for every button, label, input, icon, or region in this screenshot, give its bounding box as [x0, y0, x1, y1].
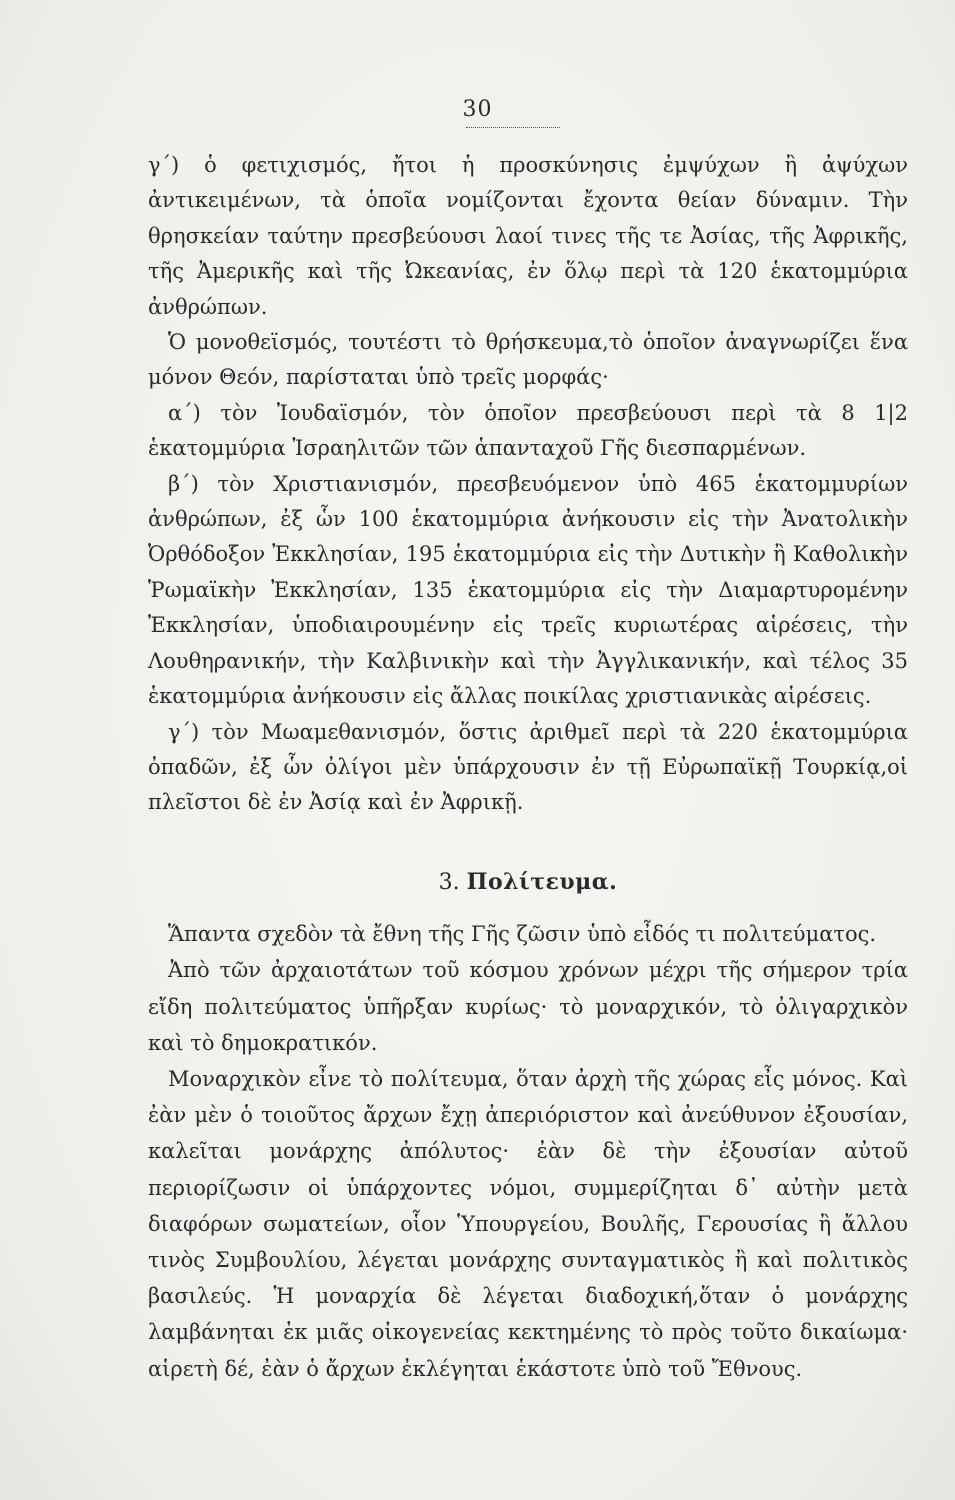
- paragraph-monarchy: Μοναρχικὸν εἶνε τὸ πολίτευμα, ὅταν ἀρχὴ τῆς χώρας εἶς μόνος. Καὶ ἐὰν μὲν ὁ τοιοῦτος ἄρχων ἔχῃ ἀπεριόριστον καὶ ἀνεύθυνον ἐξουσίαν, καλεῖται μονάρχης ἀπόλυτος· ἐὰν δὲ τὴν ἐξουσίαν αὐτοῦ περιορίζωσιν οἱ ὑπάρχοντες νόμοι, συμμερίζηται δ᾽ αὐτὴν μετὰ διαφόρων σωματείων, οἷον Ὑπουργείου, Βουλῆς, Γερουσίας ἢ ἄλλου τινὸς Συμβουλίου, λέγεται μονάρχης συνταγματικὸς ἢ καὶ πολιτικὸς βασιλεύς. Ἡ μοναρχία δὲ λέγεται διαδοχική,ὅταν ὁ μονάρχης λαμβάνηται ἐκ μιᾶς οἰκογενείας κεκτημένης τὸ πρὸς τοῦτο δικαίωμα· αἱρετὴ δέ, ἐὰν ὁ ἄρχων ἐκλέγηται ἑκάστοτε ὑπὸ τοῦ Ἔθνους.: [148, 1066, 908, 1381]
- page-body: [148, 148, 908, 1387]
- page-number: 30: [462, 97, 493, 122]
- paragraph-fetishism: γ΄) ὁ φετιχισμός, ἤτοι ἡ προσκύνησις ἐμψύχων ἢ ἀψύχων ἀντικειμένων, τὰ ὁποῖα νομίζονται ἔχοντα θείαν δύναμιν. Τὴν θρησκείαν ταύτην πρεσβεύουσι λαοί τινες τῆς τε Ἀσίας, τῆς Ἀφρικῆς, τῆς Ἀμερικῆς καὶ τῆς Ὠκεανίας, ἐν ὅλῳ περὶ τὰ 120 ἑκατομμύρια ἀνθρώπων.: [148, 153, 908, 319]
- section-body: [148, 916, 908, 1387]
- paragraph-islam: γ΄) τὸν Μωαμεθανισμόν, ὅστις ἀριθμεῖ περὶ τὰ 220 ἑκατομμύρια ὀπαδῶν, ἐξ ὧν ὀλίγοι μὲν ὑπάρχουσιν ἐν τῇ Εὐρωπαϊκῇ Τουρκίᾳ,οἱ πλεῖστοι δὲ ἐν Ἀσίᾳ καὶ ἐν Ἀφρικῇ.: [148, 719, 908, 815]
- paragraph-judaism: α΄) τὸν Ἰουδαϊσμόν, τὸν ὁποῖον πρεσβεύουσι περὶ τὰ 8 1|2 ἑκατομμύρια Ἰσραηλιτῶν τῶν ἁπανταχοῦ Γῆς διεσπαρμένων.: [148, 400, 908, 461]
- paragraph-monotheism: Ὁ μονοθεϊσμός, τουτέστι τὸ θρήσκευμα,τὸ ὁποῖον ἀναγνωρίζει ἕνα μόνον Θεόν, παρίσταται ὑπὸ τρεῖς μορφάς·: [148, 330, 908, 390]
- section-title: Πολίτευμα.: [466, 868, 618, 895]
- paragraph-all-nations: Ἅπαντα σχεδὸν τὰ ἔθνη τῆς Γῆς ζῶσιν ὑπὸ εἶδός τι πολιτεύματος.: [168, 922, 877, 947]
- page-number-rule: [466, 127, 560, 128]
- section-number: 3.: [438, 869, 460, 895]
- paragraph-christianity: β΄) τὸν Χριστιανισμόν, πρεσβευόμενον ὑπὸ 465 ἑκατομμυρίων ἀνθρώπων, ἐξ ὧν 100 ἑκατομμύρια ἀνήκουσιν εἰς τὴν Ἀνατολικὴν Ὀρθόδοξον Ἐκκλησίαν, 195 ἑκατομμύρια εἰς τὴν Δυτικὴν ἢ Καθολικὴν Ῥωμαϊκὴν Ἐκκλησίαν, 135 ἑκατομμύρια εἰς τὴν Διαμαρτυρομένην Ἐκκλησίαν, ὑποδιαιρουμένην εἰς τρεῖς κυριωτέρας αἱρέσεις, τὴν Λουθηρανικήν, τὴν Καλβινικὴν καὶ τὴν Ἀγγλικανικήν, καὶ τέλος 35 ἑκατομμύρια ἀνήκουσιν εἰς ἄλλας ποικίλας χριστιανικὰς αἱρέσεις.: [148, 471, 908, 709]
- section-heading: [148, 865, 908, 900]
- paragraph-three-forms: Ἀπὸ τῶν ἀρχαιοτάτων τοῦ κόσμου χρόνων μέχρι τῆς σήμερον τρία εἴδη πολιτεύματος ὑπῆρξαν κυρίως· τὸ μοναρχικόν, τὸ ὀλιγαρχικὸν καὶ τὸ δημοκρατικόν.: [148, 958, 908, 1055]
